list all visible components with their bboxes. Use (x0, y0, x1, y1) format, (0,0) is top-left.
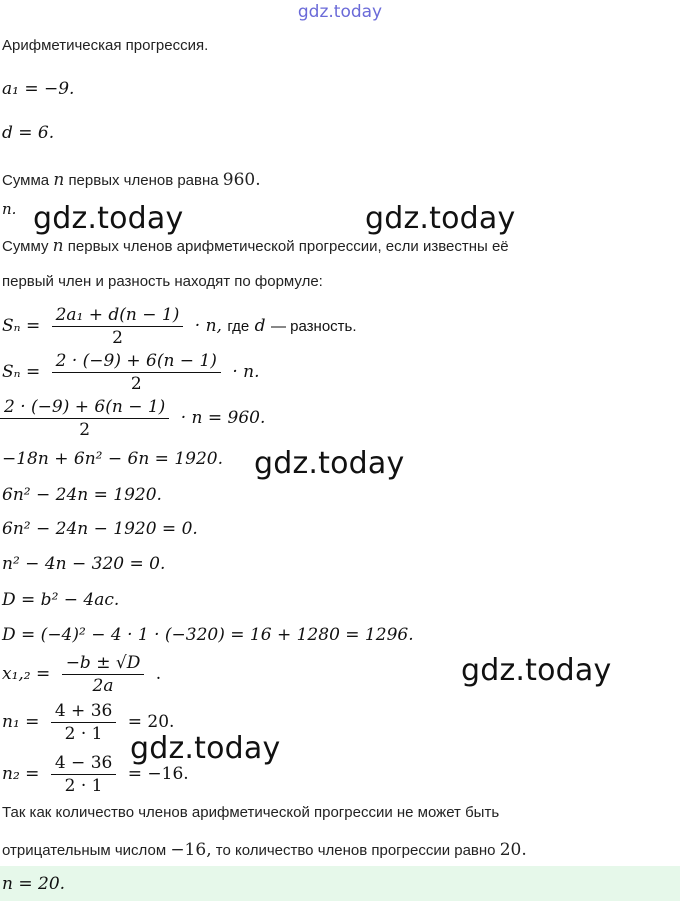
step-1: −18n + 6n² − 6n = 1920. (2, 449, 223, 469)
conclusion-text-a: отрицательным числом (2, 842, 167, 859)
equation-tail: · n = 960. (180, 408, 266, 428)
subst-tail: · n. (232, 362, 260, 382)
n1-denominator: 2 · 1 (64, 724, 103, 744)
n1-numerator: 4 + 36 (51, 700, 117, 723)
formula-where: где (227, 318, 250, 335)
explain-line-2: первый член и разность находят по формуле: (2, 273, 323, 290)
n2-denominator: 2 · 1 (64, 776, 103, 796)
conclusion-line-1: Так как количество членов арифметической прогрессии не может быть (2, 804, 500, 821)
sum-text: Сумма (2, 172, 50, 189)
step-3: 6n² − 24n − 1920 = 0. (2, 519, 198, 539)
n2-numerator: 4 − 36 (51, 752, 117, 775)
explain-text-a: Сумму (2, 238, 49, 255)
problem-title: Арифметическая прогрессия. (2, 37, 209, 54)
substitution (2, 350, 259, 395)
formula-sum (2, 304, 357, 349)
conclusion-number: −16, (170, 840, 212, 860)
conclusion-line-2 (2, 840, 680, 861)
given-sum (2, 170, 680, 191)
step-4: n² − 4n − 320 = 0. (2, 554, 166, 574)
header-watermark[interactable]: gdz.today (297, 2, 383, 22)
n1-fraction (51, 700, 117, 745)
n2-fraction (51, 752, 117, 797)
equation-fraction (0, 396, 169, 441)
formula-denominator: 2 (112, 328, 123, 348)
explain-text-b: первых членов арифметической прогрессии, если известны её (67, 238, 509, 255)
watermark-1: gdz.today (33, 201, 184, 236)
sum-text2: первых членов равна (68, 172, 219, 189)
answer: n = 20. (2, 874, 66, 894)
formula-dvar: d (254, 316, 266, 336)
explain-var: n (52, 236, 64, 256)
roots-denominator: 2a (92, 676, 114, 696)
watermark-2: gdz.today (365, 201, 516, 236)
subst-fraction (52, 350, 221, 395)
formula-numerator: 2a₁ + d(n − 1) (52, 304, 184, 327)
conclusion-text-b: то количество членов прогрессии равно (215, 842, 496, 859)
conclusion-value: 20. (499, 840, 527, 860)
roots-fraction (62, 652, 145, 697)
n2-tail: = −16. (127, 764, 189, 784)
roots-numerator: −b ± √D (62, 652, 145, 675)
find-n: n. (2, 200, 17, 218)
watermark-3: gdz.today (254, 446, 405, 481)
formula-fraction (52, 304, 184, 349)
step-6: D = (−4)² − 4 · 1 · (−320) = 16 + 1280 = 1296. (2, 625, 414, 645)
subst-lhs: Sₙ = (2, 362, 41, 382)
watermark-4: gdz.today (461, 653, 612, 688)
step-5: D = b² − 4ac. (2, 590, 120, 610)
answer-box (0, 866, 680, 901)
n2-lhs: n₂ = (2, 764, 40, 784)
given-a1: a₁ = −9. (2, 79, 75, 99)
watermark-5: gdz.today (130, 731, 281, 766)
explain-line-1 (2, 236, 680, 257)
step-2: 6n² − 24n = 1920. (2, 485, 162, 505)
equation-denominator: 2 (79, 420, 91, 440)
n1-tail: = 20. (127, 712, 175, 732)
formula-where2: — разность. (270, 318, 357, 335)
n1-lhs: n₁ = (2, 712, 40, 732)
roots-tail: . (155, 664, 162, 684)
formula-tail: · n, (194, 316, 222, 336)
subst-numerator: 2 · (−9) + 6(n − 1) (52, 350, 221, 373)
formula-lhs: Sₙ = (2, 316, 41, 336)
equation-numerator: 2 · (−9) + 6(n − 1) (0, 396, 169, 419)
roots-formula (2, 652, 161, 697)
equation (0, 396, 265, 441)
sum-var: n (53, 170, 65, 190)
sum-value: 960. (222, 170, 261, 190)
roots-lhs: x₁,₂ = (2, 664, 51, 684)
given-d: d = 6. (2, 123, 55, 143)
subst-denominator: 2 (130, 374, 142, 394)
